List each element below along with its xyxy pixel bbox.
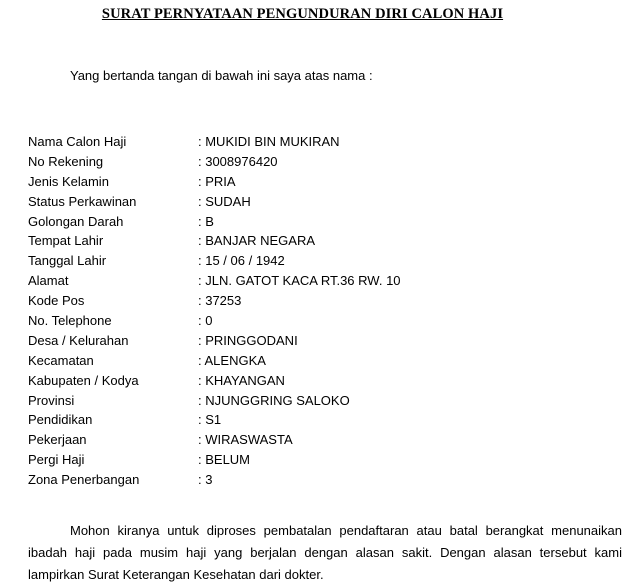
field-value: : 3 <box>198 472 213 488</box>
field-row <box>28 152 628 172</box>
field-row <box>28 132 628 152</box>
field-label: Zona Penerbangan <box>28 472 140 488</box>
field-value: : 15 / 06 / 1942 <box>198 253 285 269</box>
field-value: : JLN. GATOT KACA RT.36 RW. 10 <box>198 273 401 289</box>
field-value: : BELUM <box>198 452 251 468</box>
field-row <box>28 172 628 192</box>
field-value: : S1 <box>198 412 222 428</box>
field-value: : BANJAR NEGARA <box>198 233 316 249</box>
field-value: : KHAYANGAN <box>198 372 285 388</box>
field-label: No. Telephone <box>28 313 112 329</box>
field-label: Jenis Kelamin <box>28 173 109 189</box>
field-row <box>28 231 628 251</box>
identity-fields <box>28 132 628 490</box>
field-row <box>28 212 628 232</box>
field-row <box>28 192 628 212</box>
field-label: Provinsi <box>28 392 75 408</box>
field-label: Nama Calon Haji <box>28 134 127 149</box>
field-value: : SUDAH <box>198 193 251 209</box>
field-row <box>28 470 628 490</box>
field-row <box>28 311 628 331</box>
closing-paragraph: Mohon kiranya untuk diproses pembatalan pendaftaran atau batal berangkat menunaikan ibadah haji pada musim haji yang berjalan dengan alasan sakit. Dengan alasan tersebut kami lampirkan Surat Keterangan Kesehatan dari dokter. <box>28 523 622 582</box>
field-label: Golongan Darah <box>28 213 124 229</box>
field-label: Kode Pos <box>28 293 85 309</box>
field-value: : MUKIDI BIN MUKIRAN <box>198 134 340 149</box>
field-row <box>28 391 628 411</box>
field-label: Desa / Kelurahan <box>28 332 129 348</box>
field-value: : PRIA <box>198 173 236 189</box>
field-label: Kecamatan <box>28 352 94 368</box>
field-label: Kabupaten / Kodya <box>28 372 139 388</box>
field-label: Alamat <box>28 273 69 289</box>
field-value: : WIRASWASTA <box>198 432 293 448</box>
field-row <box>28 271 628 291</box>
field-row <box>28 331 628 351</box>
field-value: : ALENGKA <box>198 352 266 368</box>
field-label: Pendidikan <box>28 412 93 428</box>
field-row <box>28 291 628 311</box>
field-row <box>28 351 628 371</box>
field-value: : NJUNGGRING SALOKO <box>198 392 350 408</box>
field-label: No Rekening <box>28 153 104 169</box>
field-value: : 37253 <box>198 293 242 309</box>
field-row <box>28 450 628 470</box>
field-row <box>28 410 628 430</box>
field-label: Status Perkawinan <box>28 193 137 209</box>
field-value: : 3008976420 <box>198 153 278 169</box>
field-label: Tempat Lahir <box>28 233 104 249</box>
intro-text: Yang bertanda tangan di bawah ini saya atas nama : <box>70 68 373 83</box>
field-value: : PRINGGODANI <box>198 332 298 348</box>
field-label: Pergi Haji <box>28 452 85 468</box>
field-label: Tanggal Lahir <box>28 253 107 269</box>
field-label: Pekerjaan <box>28 432 87 448</box>
field-row <box>28 251 628 271</box>
document-title: SURAT PERNYATAAN PENGUNDURAN DIRI CALON HAJI <box>101 6 504 22</box>
field-value: : B <box>198 213 214 229</box>
field-value: : 0 <box>198 313 213 329</box>
field-row <box>28 430 628 450</box>
field-row <box>28 371 628 391</box>
